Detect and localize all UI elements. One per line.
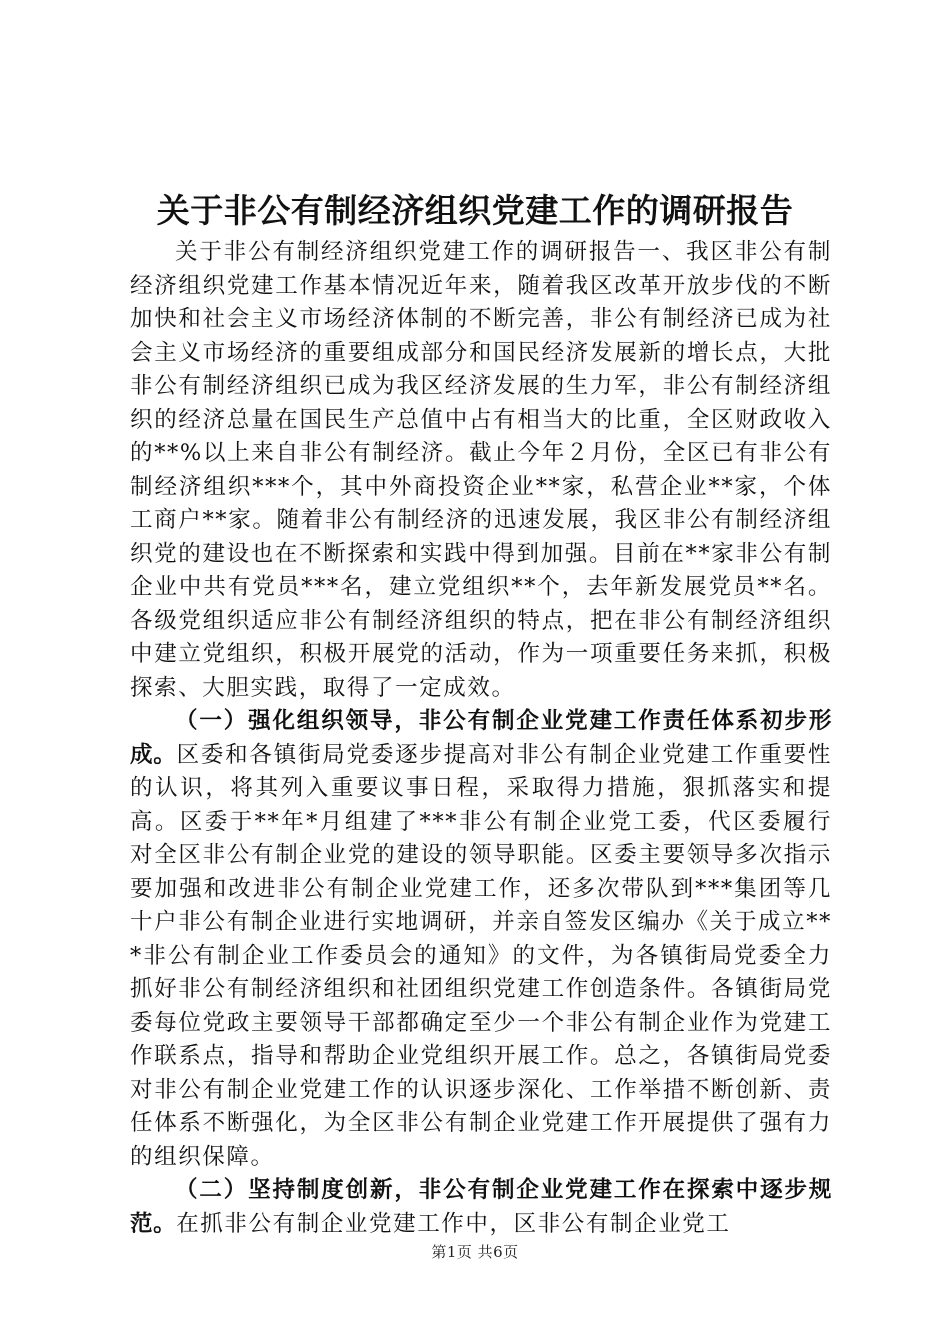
paragraph-text: 在抓非公有制企业党建工作中，区非公有制企业党工 xyxy=(176,1210,731,1237)
section-heading: （一）强化组织领导，非公有制企业党建工作责任体系初步形成。 xyxy=(130,708,832,768)
paragraph-text: 关于非公有制经济组织党建工作的调研报告一、我区非公有制经济组织党建工作基本情况近年来，随着我区改革开放步伐的不断加快和社会主义市场经济体制的不断完善，非公有制经济已成为社会主义市场经济的重要组成部分和国民经济发展新的增长点，大批非公有制经济组织已成为我区经济发展的生力军，非公有制经济组织的经济总量在国民生产总值中占有相当大的比重，全区财政收入的**%以上来自非公有制经济。截止今年２月份，全区已有非公有制经济组织***个，其中外商投资企业**家，私营企业**家，个体工商户**家。随着非公有制经济的迅速发展，我区非公有制经济组织党的建设也在不断探索和实践中得到加强。目前在**家非公有制企业中共有党员***名，建立党组织**个，去年新发展党员**名。各级党组织适应非公有制经济组织的特点，把在非公有制经济组织中建立党组织，积极开展党的活动，作为一项重要任务来抓，积极探索、大胆实践，取得了一定成效。 xyxy=(130,239,832,701)
section-heading: （二）坚持制度创新，非公有制企业党建工作在探索中逐步规范。 xyxy=(130,1177,832,1237)
paragraph-intro xyxy=(130,236,832,705)
paragraph-section-1 xyxy=(130,705,832,1174)
paragraph-text: 区委和各镇街局党委逐步提高对非公有制企业党建工作重要性的认识，将其列入重要议事日程，采取得力措施，狠抓落实和提高。区委于**年*月组建了***非公有制企业党工委，代区委履行对全区非公有制企业党的建设的领导职能。区委主要领导多次指示要加强和改进非公有制企业党建工作，还多次带队到***集团等几十户非公有制企业进行实地调研，并亲自签发区编办《关于成立***非公有制企业工作委员会的通知》的文件，为各镇街局党委全力抓好非公有制经济组织和社团组织党建工作创造条件。各镇街局党委每位党政主要领导干部都确定至少一个非公有制企业作为党建工作联系点，指导和帮助企业党组织开展工作。总之，各镇街局党委对非公有制企业党建工作的认识逐步深化、工作举措不断创新、责任体系不断强化，为全区非公有制企业党建工作开展提供了强有力的组织保障。 xyxy=(130,741,833,1170)
page-footer: 第1页 共6页 xyxy=(431,1243,519,1261)
document-title: 关于非公有制经济组织党建工作的调研报告 xyxy=(156,191,794,230)
paragraph-section-2 xyxy=(130,1174,832,1241)
document-body xyxy=(130,236,832,1241)
